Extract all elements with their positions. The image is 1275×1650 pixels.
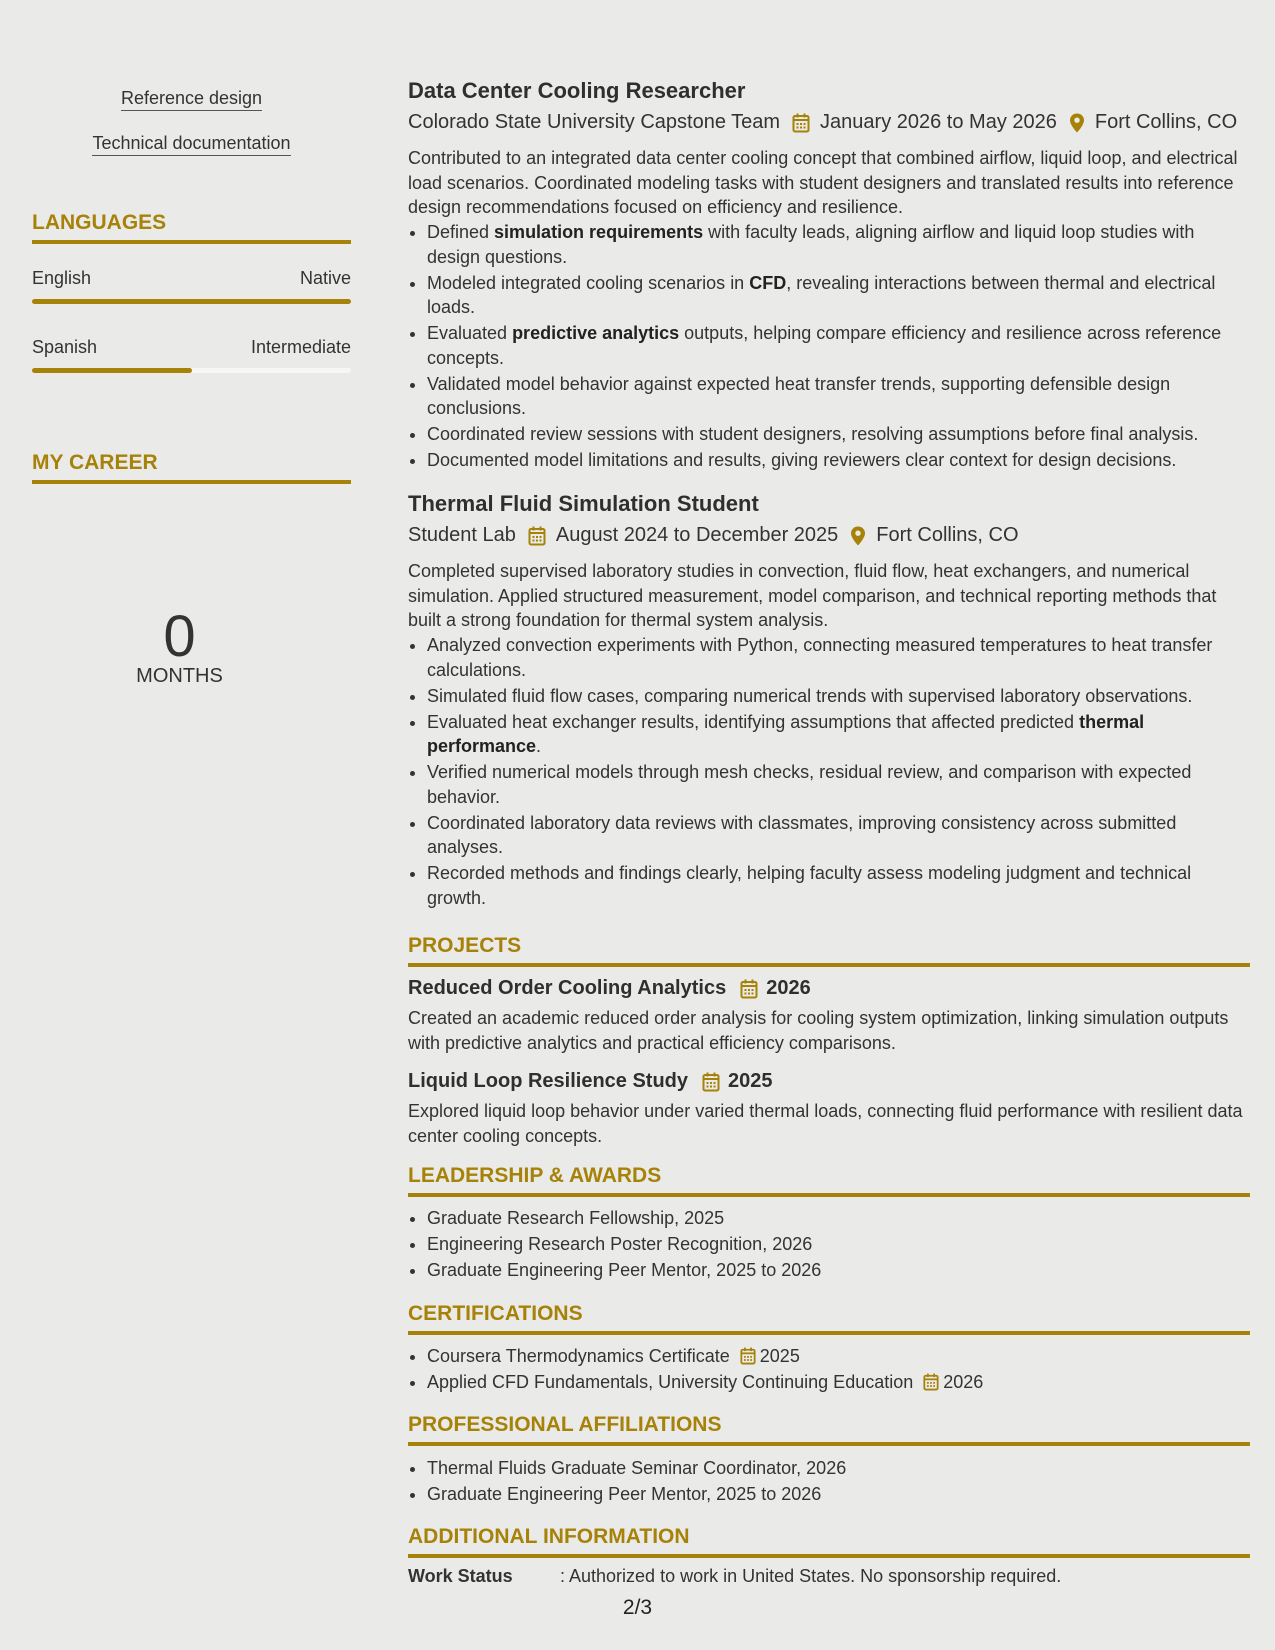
job-organization: Colorado State University Capstone Team [408,111,781,133]
job-bullet: • Verified numerical models through mesh checks, residual review, and comparison with expected behavior. [427,760,1250,809]
project-year: 2025 [728,1070,773,1092]
leadership-list [408,1206,1250,1284]
project-description: Explored liquid loop behavior under varied thermal loads, connecting fluid performance with resilient data center cooling concepts. [408,1101,1243,1146]
certification-name: Applied CFD Fundamentals, University Continuing Education [427,1372,914,1392]
bullet-keyword: thermal performance [427,711,1145,756]
job-bullet: • Recorded methods and findings clearly, helping faculty assess modeling judgment and technical growth. [427,861,1250,910]
leadership-heading: LEADERSHIP & AWARDS [408,1164,1250,1197]
job-bullet: • Documented model limitations and results, giving reviewers clear context for design decisions. [427,448,1250,473]
calendar-icon [740,979,758,999]
project-title-row [408,977,811,1000]
job-bullet: • Evaluated heat exchanger results, identifying assumptions that affected predicted thermal performance. [427,710,1250,759]
job-dates: August 2024 to December 2025 [555,524,839,546]
job-bullet: • Modeled integrated cooling scenarios in CFD, revealing interactions between thermal and electrical loads. [427,271,1250,320]
additional-info-heading: ADDITIONAL INFORMATION [408,1525,1250,1558]
leadership-item: • Engineering Research Poster Recognition, 2026 [427,1232,1250,1257]
calendar-icon [792,113,810,133]
career-heading: MY CAREER [32,451,351,484]
projects-heading: PROJECTS [408,934,1250,967]
project-description: Created an academic reduced order analysis for cooling system optimization, linking simulation outputs with predictive analytics and practical efficiency comparisons. [408,1008,1229,1053]
languages-heading: LANGUAGES [32,211,351,244]
project-title-row [408,1070,773,1093]
job-title: Data Center Cooling Researcher [408,78,746,103]
language-bar-spanish [32,368,351,373]
job-dates: January 2026 to May 2026 [820,111,1057,133]
language-bar-fill [32,299,351,304]
job-bullet: • Coordinated laboratory data reviews with classmates, improving consistency across submitted analyses. [427,811,1250,860]
job-meta [408,111,1237,134]
project-title: Reduced Order Cooling Analytics [408,977,727,999]
job-meta [408,524,1019,547]
calendar-icon [740,1347,756,1365]
job-description: Completed supervised laboratory studies in convection, fluid flow, heat exchangers, and numerical simulation. Applied structured measurement, model comparison, and technical reporting methods that built a strong foundation for thermal system analysis. [408,561,1217,630]
language-level: Intermediate [250,337,351,357]
affiliations-list [408,1456,1250,1508]
bullet-keyword: predictive analytics [512,323,680,343]
job-bullet: • Defined simulation requirements with faculty leads, aligning airflow and liquid loop studies with design questions. [427,220,1250,269]
certification-name: Coursera Thermodynamics Certificate [427,1346,730,1366]
job-bullet: • Validated model behavior against expected heat transfer trends, supporting defensible design conclusions. [427,372,1250,421]
page-number: 2/3 [622,1596,653,1619]
work-status-label: Work Status [408,1566,513,1586]
language-name: English [32,268,92,288]
certifications-list [408,1344,1250,1396]
leadership-item: • Graduate Research Fellowship, 2025 [427,1206,1250,1231]
affiliations-heading: PROFESSIONAL AFFILIATIONS [408,1413,1250,1446]
job-title: Thermal Fluid Simulation Student [408,491,759,516]
certifications-heading: CERTIFICATIONS [408,1302,1250,1335]
affiliation-item: • Graduate Engineering Peer Mentor, 2025 to 2026 [427,1482,1250,1507]
certification-item [427,1344,1250,1369]
language-bar-english [32,299,351,304]
job-bullet: • Analyzed convection experiments with Python, connecting measured temperatures to heat transfer calculations. [427,633,1250,682]
certification-year: 2025 [759,1346,800,1366]
certification-item [427,1370,1250,1395]
work-status-value: : Authorized to work in United States. No sponsorship required. [560,1566,1062,1586]
skill-label[interactable]: Reference design [121,88,262,111]
job-location: Fort Collins, CO [1094,111,1238,133]
skill-label[interactable]: Technical documentation [92,133,290,156]
location-pin-icon [1069,113,1085,133]
job-bullet: • Coordinated review sessions with student designers, resolving assumptions before final analysis. [427,422,1250,447]
skill-link-reference-design[interactable] [32,88,351,109]
job-bullets [408,633,1250,912]
leadership-item: • Graduate Engineering Peer Mentor, 2025 to 2026 [427,1258,1250,1283]
project-title: Liquid Loop Resilience Study [408,1070,689,1092]
skill-link-technical-documentation[interactable] [32,133,351,154]
job-bullet: • Evaluated predictive analytics outputs, helping compare efficiency and resilience across reference concepts. [427,321,1250,370]
calendar-icon [702,1072,720,1092]
language-row-spanish [32,337,351,358]
language-level: Native [299,268,351,288]
job-description: Contributed to an integrated data center cooling concept that combined airflow, liquid loop, and electrical load scenarios. Coordinated modeling tasks with student designers and translated results into reference design recommendations focused on efficiency and resilience. [408,148,1238,217]
career-unit: MONTHS [136,665,223,687]
affiliation-item: • Thermal Fluids Graduate Seminar Coordinator, 2026 [427,1456,1250,1481]
job-bullets [408,220,1250,474]
job-location: Fort Collins, CO [876,524,1019,546]
language-name: Spanish [32,337,98,357]
calendar-icon [528,526,546,546]
job-organization: Student Lab [408,524,516,546]
career-value: 0 [163,604,196,669]
certification-year: 2026 [943,1372,984,1392]
language-bar-fill [32,368,192,373]
bullet-keyword: simulation requirements [494,222,704,242]
location-pin-icon [850,526,866,546]
calendar-icon [923,1373,939,1391]
job-bullet: • Simulated fluid flow cases, comparing numerical trends with supervised laboratory observations. [427,684,1250,709]
bullet-keyword: CFD [749,272,787,293]
project-year: 2026 [766,977,811,999]
language-row-english [32,268,351,289]
